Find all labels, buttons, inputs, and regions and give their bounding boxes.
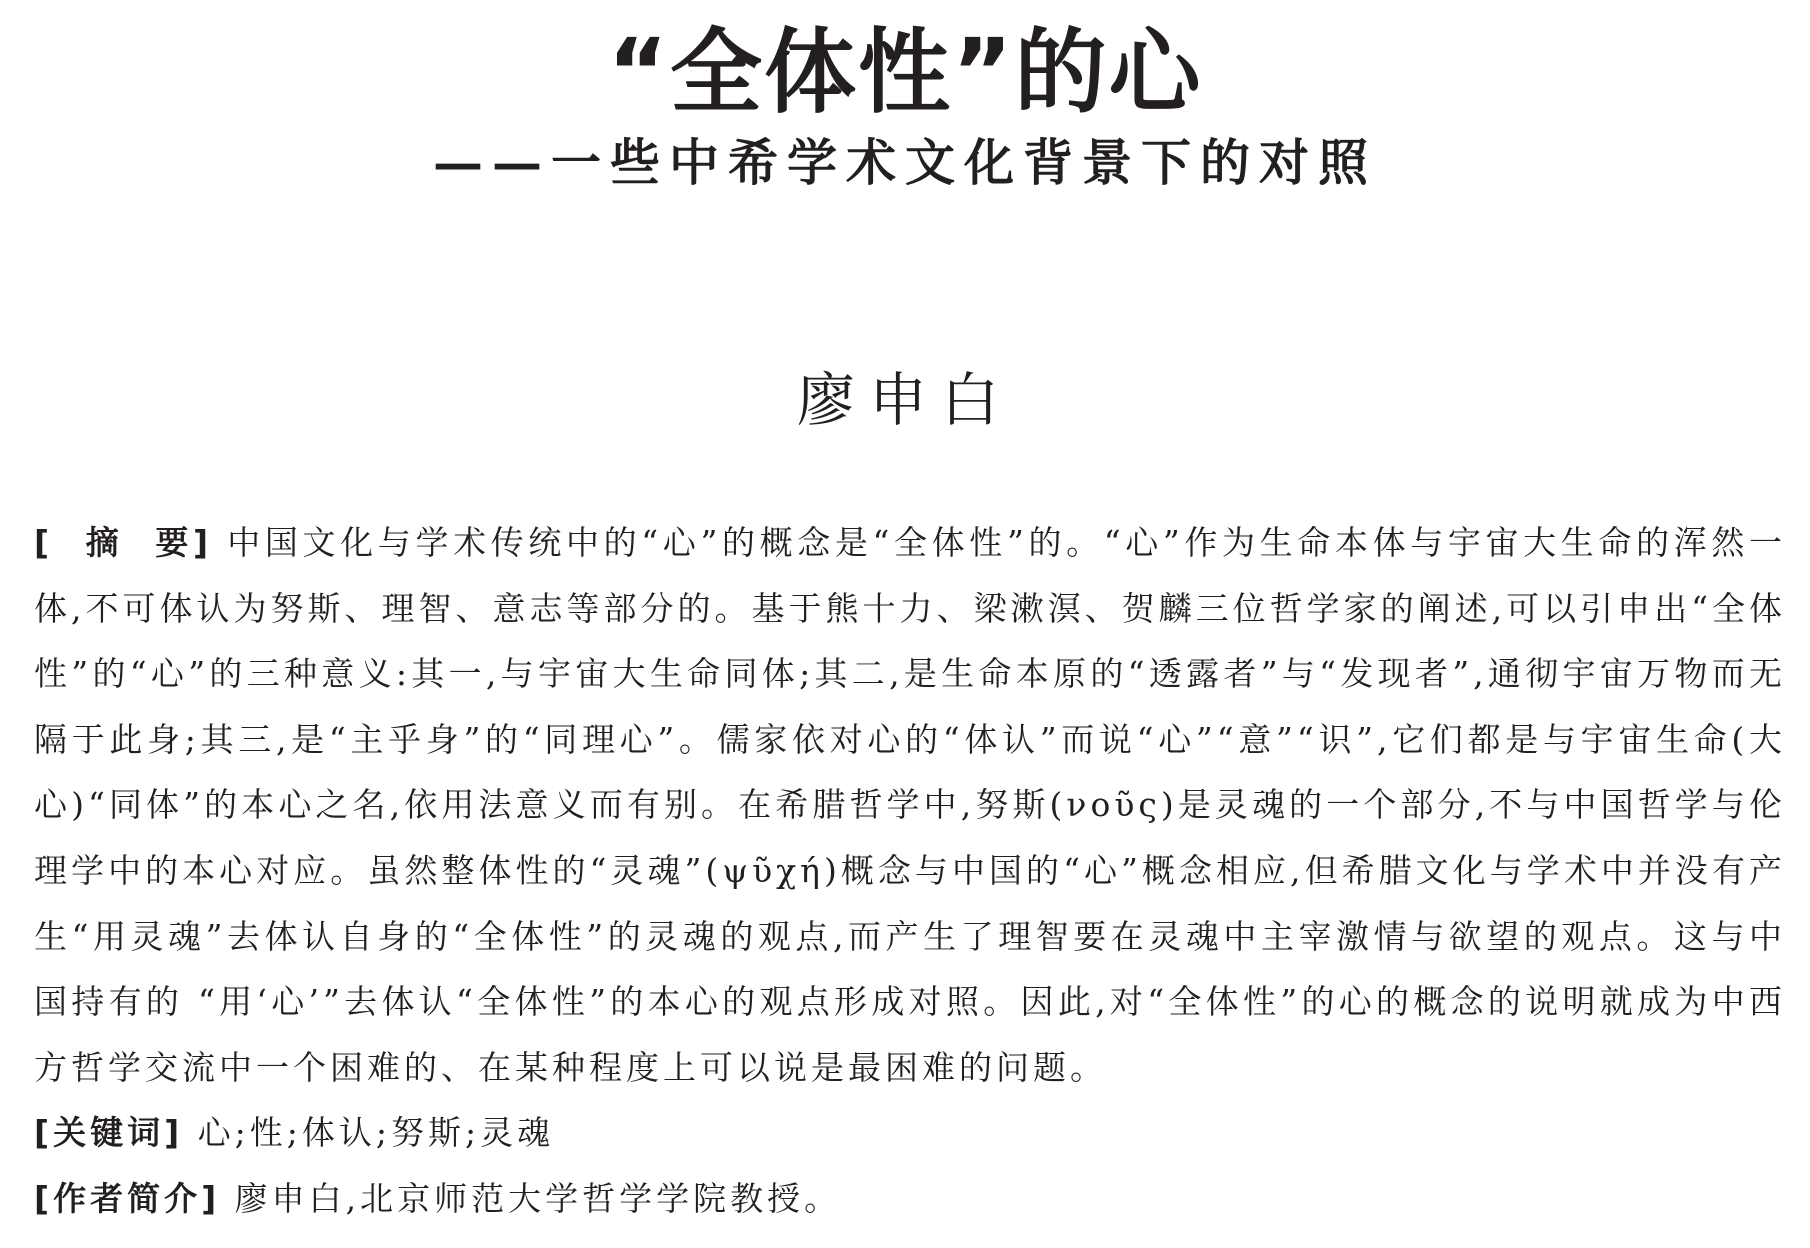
article-title: “全体性”的心 bbox=[607, 19, 1203, 126]
author-bio-label: [作者简介] bbox=[34, 1178, 221, 1218]
author-bio-paragraph bbox=[34, 1166, 1786, 1232]
abstract-label-open: [摘 bbox=[34, 523, 156, 562]
author-bio-text: 廖申白,北京师范大学哲学学院教授。 bbox=[234, 1178, 842, 1218]
abstract-paragraph bbox=[34, 510, 1786, 1100]
abstract-text: 中国文化与学术传统中的“心”的概念是“全体性”的。“心”作为生命本体与宇宙大生命的浑然一体,不可体认为努斯、理智、意志等部分的。基于熊十力、梁漱溟、贺麟三位哲学家的阐述,可以引申出“全体性”的“心”的三种意义:其一,与宇宙大生命同体;其二,是生命本原的“透露者”与“发现者”,通彻宇宙万物而无隔于此身;其三,是“主乎身”的“同理心”。儒家依对心的“体认”而说“心”“意”“识”,它们都是与宇宙生命(大心)“同体”的本心之名,依用法意义而有别。在希腊哲学中,努斯(νοῦς)是灵魂的一个部分,不与中国哲学与伦理学中的本心对应。虽然整体性的“灵魂”(ψῦχή)概念与中国的“心”概念相应,但希腊文化与学术中并没有产生“用灵魂”去体认自身的“全体性”的灵魂的观点,而产生了理智要在灵魂中主宰激情与欲望的观点。这与中国持有的 “用‘心’”去体认“全体性”的本心的观点形成对照。因此,对“全体性”的心的概念的说明就成为中西方哲学交流中一个困难的、在某种程度上可以说是最困难的问题。 bbox=[34, 523, 1786, 1087]
abstract-block bbox=[34, 510, 1786, 1232]
keywords-paragraph bbox=[34, 1100, 1786, 1166]
article-subtitle: ——一些中希学术文化背景下的对照 bbox=[433, 133, 1377, 192]
abstract-label-close: 要] bbox=[155, 523, 213, 562]
abstract-label bbox=[34, 523, 212, 562]
keywords-label: [关键词] bbox=[34, 1113, 184, 1153]
keywords-text: 心;性;体认;努斯;灵魂 bbox=[197, 1113, 555, 1153]
author-name: 廖申白 bbox=[796, 366, 1013, 434]
